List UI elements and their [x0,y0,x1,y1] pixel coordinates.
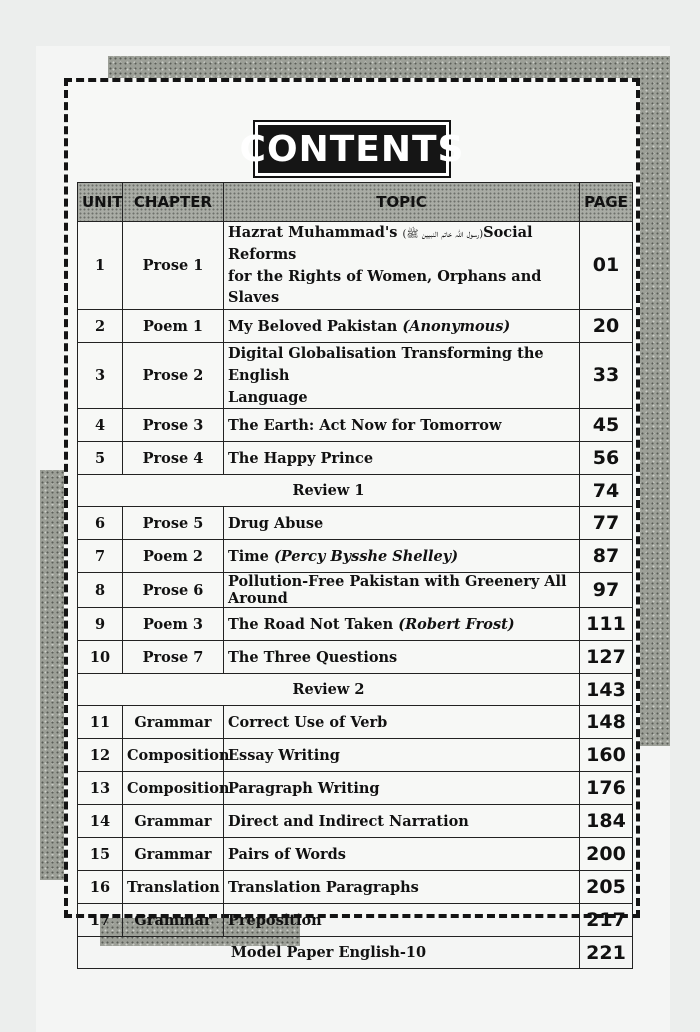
page-number: 77 [580,507,633,540]
topic-author: (Percy Bysshe Shelley) [273,547,459,565]
topic-cell [224,838,580,871]
topic-cell [224,310,580,343]
chapter-name: Composition [123,772,224,805]
table-row [78,310,633,343]
unit-number: 7 [78,540,123,573]
topic-cell [224,772,580,805]
unit-number: 12 [78,739,123,772]
contents-title-box [239,120,465,178]
topic-text: Pollution-Free Pakistan with Greenery All Around [228,573,567,608]
header-chapter: CHAPTER [123,183,224,222]
table-row [78,772,633,805]
page-number: 176 [580,772,633,805]
topic-cell [224,608,580,641]
table-row [78,507,633,540]
topic-text: Pairs of Words [228,845,346,863]
topic-cell [224,871,580,904]
topic-text: Correct Use of Verb [228,713,388,731]
table-row [78,343,633,409]
unit-number: 6 [78,507,123,540]
topic-cell [224,507,580,540]
chapter-name: Prose 5 [123,507,224,540]
page-number: 200 [580,838,633,871]
unit-number: 13 [78,772,123,805]
table-row [78,838,633,871]
page-number: 33 [580,343,633,409]
chapter-name: Prose 3 [123,409,224,442]
topic-cell [224,222,580,310]
topic-cell [224,805,580,838]
chapter-name: Poem 2 [123,540,224,573]
chapter-name: Grammar [123,706,224,739]
table-row [78,706,633,739]
unit-number: 4 [78,409,123,442]
unit-number: 14 [78,805,123,838]
table-row [78,904,633,937]
page-number: 74 [580,475,633,507]
chapter-name: Grammar [123,838,224,871]
topic-cell [224,706,580,739]
header-page: PAGE [580,183,633,222]
chapter-name: Poem 1 [123,310,224,343]
page-number: 111 [580,608,633,641]
page-number: 205 [580,871,633,904]
topic-author: (Anonymous) [402,317,511,335]
chapter-name: Prose 4 [123,442,224,475]
unit-number: 17 [78,904,123,937]
review-row [78,674,633,706]
review-row [78,937,633,969]
topic-cell [224,409,580,442]
table-row [78,442,633,475]
topic-text: The Three Questions [228,648,398,666]
unit-number: 10 [78,641,123,674]
chapter-name: Prose 7 [123,641,224,674]
topic-text: Drug Abuse [228,514,324,532]
topic-cell [224,573,580,608]
topic-text: Social Reforms [228,224,533,263]
topic-cell [224,739,580,772]
review-label: Review 1 [78,475,580,507]
chapter-name: Prose 1 [123,222,224,310]
topic-cell [224,641,580,674]
table-header-row [78,183,633,222]
topic-cell [224,904,580,937]
page-number: 45 [580,409,633,442]
topic-text: The Earth: Act Now for Tomorrow [228,416,502,434]
unit-number: 2 [78,310,123,343]
topic-text: Paragraph Writing [228,779,380,797]
header-topic: TOPIC [224,183,580,222]
unit-number: 9 [78,608,123,641]
chapter-name: Grammar [123,904,224,937]
topic-cell [224,343,580,409]
topic-text: The Road Not Taken [228,615,394,633]
topic-text: Time [228,547,269,565]
topic-text: Direct and Indirect Narration [228,812,469,830]
topic-text: Digital Globalisation Transforming the English [228,345,544,384]
unit-number: 16 [78,871,123,904]
contents-title: CONTENTS [258,125,446,173]
page-number: 97 [580,573,633,608]
contents-table [77,182,633,969]
table-row [78,805,633,838]
page-number: 20 [580,310,633,343]
table-row [78,409,633,442]
table-row [78,871,633,904]
page-number: 184 [580,805,633,838]
urdu-honorific: (رسول اللہ خاتم النبیین ﷺ) [402,229,484,240]
unit-number: 3 [78,343,123,409]
chapter-name: Prose 6 [123,573,224,608]
chapter-name: Poem 3 [123,608,224,641]
table-row [78,641,633,674]
page-number: 160 [580,739,633,772]
chapter-name: Composition [123,739,224,772]
page-number: 01 [580,222,633,310]
table-row [78,608,633,641]
topic-text: Language [228,388,308,406]
header-unit: UNIT [78,183,123,222]
page-number: 143 [580,674,633,706]
topic-text: The Happy Prince [228,449,374,467]
topic-text: Essay Writing [228,746,340,764]
chapter-name: Translation [123,871,224,904]
page-number: 148 [580,706,633,739]
unit-number: 11 [78,706,123,739]
table-row [78,739,633,772]
topic-author: (Robert Frost) [398,615,515,633]
topic-text: Hazrat Muhammad's [228,224,398,241]
topic-text: Preposition [228,911,322,929]
topic-text: for the Rights of Women, Orphans and Slaves [228,267,542,307]
review-label: Review 2 [78,674,580,706]
unit-number: 8 [78,573,123,608]
topic-cell [224,540,580,573]
topic-text: My Beloved Pakistan [228,317,398,335]
review-row [78,475,633,507]
chapter-name: Grammar [123,805,224,838]
topic-text: Translation Paragraphs [228,878,419,896]
table-row [78,540,633,573]
unit-number: 5 [78,442,123,475]
page-number: 217 [580,904,633,937]
page-number: 87 [580,540,633,573]
unit-number: 15 [78,838,123,871]
unit-number: 1 [78,222,123,310]
page-number: 127 [580,641,633,674]
table-row [78,222,633,310]
topic-cell [224,442,580,475]
page-number: 221 [580,937,633,969]
table-row [78,573,633,608]
chapter-name: Prose 2 [123,343,224,409]
page-number: 56 [580,442,633,475]
review-label: Model Paper English-10 [78,937,580,969]
